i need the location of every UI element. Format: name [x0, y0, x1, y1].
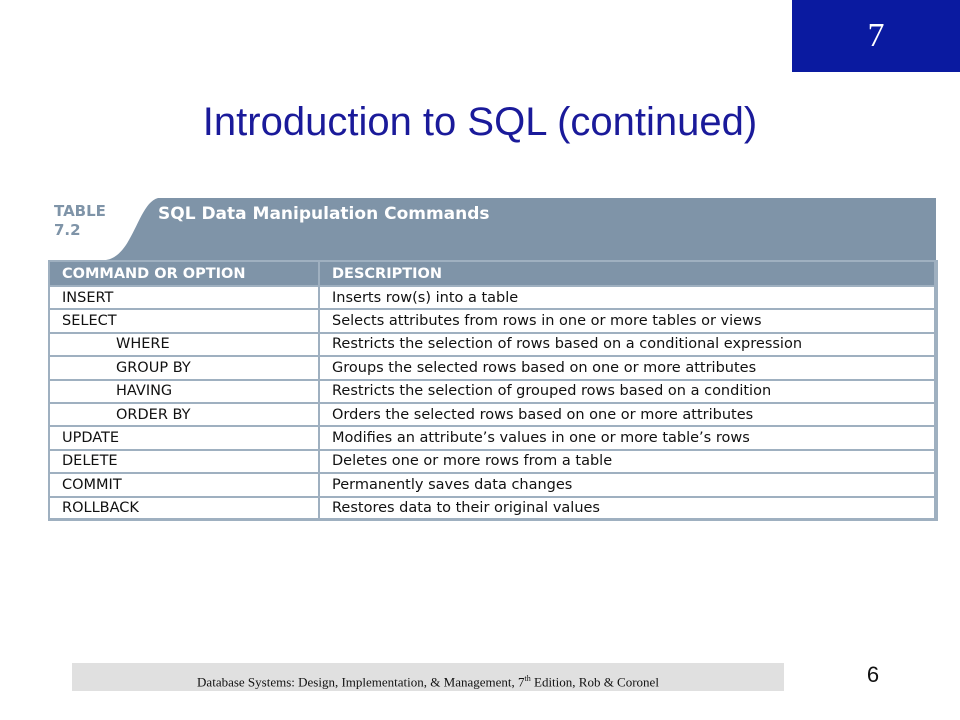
command-cell: UPDATE: [49, 426, 319, 449]
sql-commands-table: [48, 260, 938, 521]
footer-superscript: th: [524, 674, 531, 683]
table-header-row: [49, 261, 937, 286]
table-tag-word: TABLE: [54, 202, 106, 220]
column-header-command: COMMAND OR OPTION: [49, 261, 319, 286]
table-row: [49, 450, 937, 473]
table-tag-number: 7.2: [54, 221, 81, 239]
description-cell: Modifies an attribute’s values in one or more table’s rows: [319, 426, 937, 449]
page-number: 6: [866, 662, 880, 687]
table-row: [49, 356, 937, 379]
command-cell: ROLLBACK: [49, 497, 319, 520]
description-cell: Groups the selected rows based on one or more attributes: [319, 356, 937, 379]
command-cell: INSERT: [49, 286, 319, 309]
command-cell: GROUP BY: [49, 356, 319, 379]
chapter-number-badge: 7: [792, 0, 960, 72]
description-cell: Restricts the selection of rows based on a conditional expression: [319, 333, 937, 356]
description-cell: Selects attributes from rows in one or more tables or views: [319, 309, 937, 332]
table-header-band: [48, 198, 936, 260]
footer-citation: [72, 663, 784, 691]
table-figure: [48, 198, 936, 520]
table-row: [49, 403, 937, 426]
table-caption: SQL Data Manipulation Commands: [158, 204, 490, 224]
footer-text-end: Edition, Rob & Coronel: [530, 674, 659, 690]
table-row: [49, 380, 937, 403]
description-cell: Restricts the selection of grouped rows based on a condition: [319, 380, 937, 403]
column-header-description: DESCRIPTION: [319, 261, 937, 286]
command-cell: ORDER BY: [49, 403, 319, 426]
table-row: [49, 309, 937, 332]
table-body: [49, 286, 937, 520]
table-row: [49, 497, 937, 520]
command-cell: COMMIT: [49, 473, 319, 496]
description-cell: Inserts row(s) into a table: [319, 286, 937, 309]
command-cell: SELECT: [49, 309, 319, 332]
table-row: [49, 473, 937, 496]
table-row: [49, 426, 937, 449]
command-cell: DELETE: [49, 450, 319, 473]
command-cell: HAVING: [49, 380, 319, 403]
description-cell: Restores data to their original values: [319, 497, 937, 520]
table-row: [49, 286, 937, 309]
table-row: [49, 333, 937, 356]
slide-title: Introduction to SQL (continued): [202, 100, 758, 144]
command-cell: WHERE: [49, 333, 319, 356]
footer-text-main: Database Systems: Design, Implementation, & Management, 7: [197, 674, 525, 690]
description-cell: Orders the selected rows based on one or more attributes: [319, 403, 937, 426]
description-cell: Deletes one or more rows from a table: [319, 450, 937, 473]
description-cell: Permanently saves data changes: [319, 473, 937, 496]
table-number-tag: [54, 202, 106, 240]
